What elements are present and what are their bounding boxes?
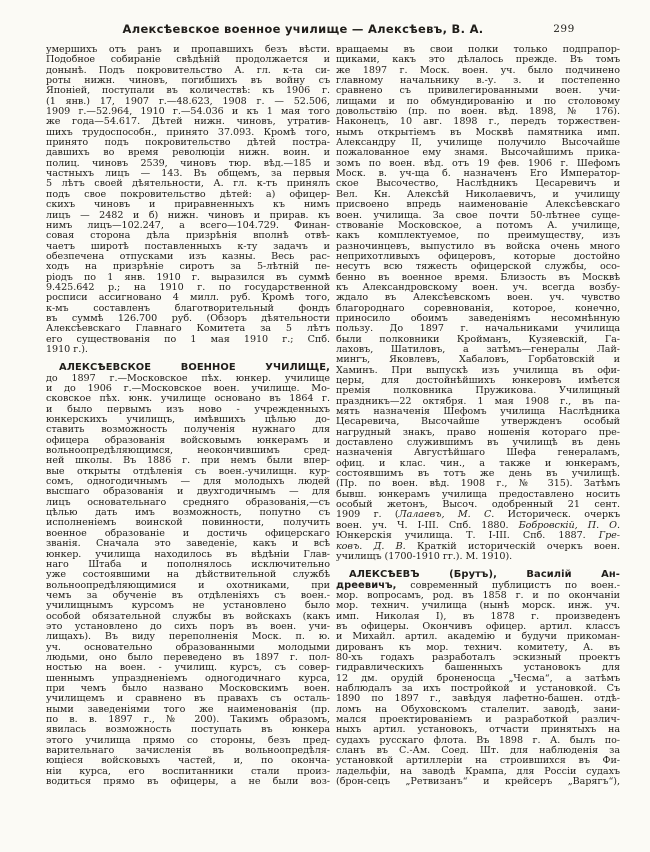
- body-text: вые открыты отдѣленія съ воен.-училищн. кур-: [46, 465, 330, 477]
- body-text: ностью на воен. - училищ. курсъ, съ совер-: [46, 662, 330, 674]
- body-text: воен. уч. Ч. I-III. Спб. 1880.: [336, 519, 519, 531]
- body-text: сланъ въ С.-Ам. Соед. Шт. для наблюденія за: [336, 745, 620, 757]
- body-text: юнкер. училища находилось въ вѣдѣніи Глав-: [46, 548, 330, 560]
- body-text: умершихъ отъ ранъ и пропавшихъ безъ вѣсти.: [46, 44, 330, 55]
- body-text: Лалаевъ, М. С.: [398, 509, 495, 521]
- body-text: особый жетонъ, Высоч. одобренный 21 сент.: [336, 499, 620, 511]
- body-text: же 1897 г. Моск. воен. уч. было подчинено: [336, 64, 620, 76]
- body-text: довольствію (пр. по воен. вѣд. 1898, № 176).: [336, 106, 620, 118]
- body-text: 1890 по 1897 г., завѣдуя лафетно-башен. отдѣ-: [336, 693, 620, 705]
- body-text: назначенія Августѣйшаго Шефа генераламъ,: [336, 447, 620, 459]
- body-text: донынѣ. Подъ покровительство А. гл. к-та си-: [46, 64, 330, 76]
- body-text: явилась возможность поступать въ юнкера: [46, 724, 330, 736]
- body-text: главному начальнику в.-у. з. и постепенно: [336, 75, 620, 87]
- body-text: военное образованіе и достичь офицерскаго: [46, 527, 330, 539]
- body-text: ствованіе Московское, а потомъ А. училище,: [336, 219, 620, 231]
- body-text: Гре-: [598, 530, 620, 542]
- body-text: въ офицеры. Окончивъ офицер. артил. классъ: [336, 620, 620, 632]
- body-text: зомъ по воен. вѣд. отъ 19 фев. 1906 г. Шефомъ: [336, 157, 620, 169]
- paragraph: [336, 45, 620, 562]
- body-text: ріодъ по 1 янв. 1910 г. выразился въ суммѣ: [46, 271, 330, 283]
- body-text: ломъ на Обуховскомъ сталелит. заводѣ, зани-: [336, 703, 620, 715]
- body-text: 80-хъ годахъ разработалъ эскизный проектъ: [336, 651, 620, 663]
- body-text: Японіей, поступали въ количествѣ: къ 1906 г.: [46, 85, 330, 97]
- body-text: (Пр. по воен. вѣд. 1908 г., № 315). Затѣмъ: [336, 478, 620, 490]
- body-text: мор. вопросамъ, род. въ 1858 г. и по окончаніи: [336, 589, 620, 601]
- body-text: и было первымъ изъ ново - учрежденныхъ: [46, 403, 330, 415]
- body-text: мять назначенія Шефомъ училища Наслѣдника: [336, 406, 620, 418]
- body-text: мор. технич. училища (нынѣ морск. инж. уч.: [336, 600, 620, 612]
- body-text: юнкерскихъ училищъ, имѣвшихъ цѣлью до-: [46, 414, 330, 426]
- body-text: званія. Сначала это заведеніе, какъ и всѣ: [46, 538, 330, 550]
- body-text: ніи курса, его воспитанники стали произ-: [46, 765, 330, 777]
- body-text: имп. Николая I), въ 1878 г. произведенъ: [336, 610, 620, 622]
- body-text: это установлено до сихъ поръ въ воен. учи-: [46, 620, 330, 632]
- column-left: [46, 45, 330, 787]
- body-text: 1909 г. (: [336, 509, 399, 521]
- body-text: при чемъ было названо Московскимъ воен.: [46, 682, 330, 694]
- body-text: пожалованное ему знамя. Высочайшимъ прика-: [336, 147, 620, 159]
- body-text: щиками, какъ это дѣлалось прежде. Въ томъ: [336, 54, 620, 66]
- body-text: Алексѣевскаго Главнаго Комитета за 5 лѣтъ: [46, 323, 330, 335]
- body-text: Бобровскій, П. О.: [518, 519, 620, 531]
- body-text: обезпечена отпусками изъ казны. Весь рас-: [46, 250, 330, 262]
- paragraph: [46, 45, 330, 355]
- paragraph: [336, 570, 620, 787]
- body-text: полиц. чиновъ 2539, чиновъ тюр. вѣд.—185 и: [46, 157, 330, 169]
- text-columns: [46, 45, 620, 787]
- running-header: [0, 0, 650, 40]
- body-text: дированъ къ мор. технич. комитету, А. въ: [336, 641, 620, 653]
- body-text: этого училища прямо со стороны, безъ пред-: [46, 734, 330, 746]
- body-text: до 1897 г.—Московское пѣх. юнкер. училище: [46, 372, 330, 384]
- body-text: скихъ чиновъ и приравненныхъ къ нимъ: [46, 199, 330, 211]
- body-text: Историческ. очеркъ: [494, 509, 620, 521]
- body-text: ней школы. Въ 1886 г. при немъ были впер-: [46, 455, 330, 467]
- body-text: росписи ассигновано 4 милл. руб. Кромѣ того,: [46, 292, 330, 304]
- body-text: высшаго образованія и двухгодичнымъ — для: [46, 486, 330, 498]
- body-text: бенно въ военное время. Близость въ Москвѣ: [336, 271, 620, 283]
- body-text: Юнкерскія училища. Т. I-III. Спб. 1887.: [336, 530, 599, 542]
- body-text: же года—54.617. Дѣтей нижн. чиновъ, утратив-: [46, 116, 330, 128]
- body-text: церы, для достойнѣйшихъ юнкеровъ имѣется: [336, 375, 620, 386]
- body-text: ющіеся войсковыхъ частей, и, по оконча-: [46, 755, 330, 767]
- body-text: присвоено впредь наименованіе Алексѣевскаго: [336, 199, 620, 211]
- body-text: Хаминъ. При выпускѣ изъ училища въ офи-: [336, 364, 620, 376]
- body-text: вращаемы въ свои полки только подпрапор-: [336, 44, 620, 55]
- body-text: современный публицистъ по воен.-: [396, 579, 620, 591]
- body-text: шихъ трудоспособн., принято 37.093. Кромѣ того,: [46, 126, 330, 138]
- body-text: гидравлическихъ башенныхъ установокъ для: [336, 662, 620, 674]
- body-text: Краткій историческій очеркъ воен.: [405, 540, 620, 552]
- body-text: принято подъ покровительство дѣтей постра-: [46, 137, 330, 149]
- body-text: к-мъ составленъ благотворительный фондъ: [46, 302, 330, 314]
- body-text: давшихъ во время революціи нижн. воин. и: [46, 147, 330, 159]
- body-text: вольноопредѣляющимися и охотниками, при: [46, 579, 330, 591]
- body-text: установкой артиллеріи на строившихся въ Фи-: [336, 755, 620, 767]
- body-text: офицера образованія войсковымъ юнкерамъ и: [46, 434, 330, 446]
- body-text: особой обязательной службы въ войскахъ (какъ: [46, 610, 330, 622]
- body-text: бывш. юнкерамъ училища предоставлено носить: [336, 488, 620, 500]
- body-text: лицъ основательнаго средняго образованія,—съ: [46, 496, 330, 508]
- body-text: 12 дм. орудій броненосца „Чесма“, а затѣмъ: [336, 672, 620, 684]
- body-text: несутъ всю тяжесть офицерской службы, осо-: [336, 261, 620, 273]
- body-text: чемъ за обученіе въ отдѣленіяхъ съ воен.-: [46, 589, 330, 601]
- body-text: офиц. и клас. чин., а также и юнкерамъ,: [336, 457, 620, 469]
- running-header-title: Алексѣевское военное училище — Алексѣевъ, В. А.: [122, 22, 484, 36]
- body-text: и Михайл. артил. академію и будучи прикоман-: [336, 631, 620, 643]
- body-text: ское Высочество, Наслѣдникъ Цесаревичъ и: [336, 178, 620, 190]
- body-text: доставлено служившимъ въ училищѣ въ день: [336, 437, 620, 449]
- text-line: [46, 335, 330, 345]
- body-text: Наконецъ, 10 авг. 1898 г., передъ торжествен-: [336, 116, 620, 128]
- body-text: лаховъ, Шатиловъ, а затѣмъ—генералы Лай-: [336, 343, 620, 355]
- body-text: 1909 г.—52.964, 1910 г.—54.036 и къ 1 мая того: [46, 106, 330, 118]
- body-text: ходъ на призрѣніе сиротъ за 5-лѣтній пе-: [46, 261, 330, 273]
- body-text: неприхотливыхъ офицеровъ, которые достойно: [336, 250, 620, 262]
- body-text: Подобное собираніе свѣдѣній продолжается и: [46, 54, 330, 66]
- body-text: Вел. Кн. Алексѣй Николаевичъ, и училищу: [336, 188, 620, 200]
- body-text: какъ комплектуемое, по преимуществу, изъ: [336, 230, 620, 242]
- body-text: шеннымъ упраздненіемъ одногодичнаго курса,: [46, 672, 330, 684]
- body-text: Александру II, училище получило Высочайше: [336, 137, 620, 149]
- body-text: частныхъ лицъ — 143. Въ общемъ, за первыя: [46, 168, 330, 180]
- body-text: къ Александровскому воен. уч. всегда возбу-: [336, 281, 620, 293]
- body-text: ковъ. Д. В.: [336, 540, 406, 552]
- body-text: Цесаревича, Высочайше утвержденъ особый: [336, 416, 620, 428]
- body-text: училищъ (1700-1910 гг.). М. 1910).: [336, 550, 513, 562]
- body-text: вольноопредѣляющимся, неокончившимъ сред-: [46, 445, 330, 457]
- body-text: ныхъ артил. установокъ, отчасти принятыхъ на: [336, 724, 620, 736]
- body-text: воен. училища. За свое почти 50-лѣтнее суще-: [336, 209, 620, 221]
- body-text: уч. основательно образованными молодыми: [46, 641, 330, 653]
- headword-text: АЛЕКСѢЕВСКОЕ ВОЕННОЕ УЧИЛИЩЕ,: [59, 362, 330, 374]
- body-text: училищемъ и сравнено въ правахъ съ осталь-: [46, 693, 330, 705]
- body-text: 9.425.642 р.; на 1910 г. по государственной: [46, 281, 330, 293]
- body-text: судахъ русскаго флота. Въ 1898 г. А. былъ по-: [336, 734, 620, 746]
- body-text: приносило обоимъ заведеніямъ несомнѣнную: [336, 312, 620, 324]
- body-text: людьми, оно было переведено въ 1897 г. пол-: [46, 651, 330, 663]
- body-text: (1 янв.) 17, 1907 г.—48.623, 1908 г. — 52.506,: [46, 95, 330, 107]
- body-text: по в. в. 1897 г., № 200). Такимъ образомъ,: [46, 714, 330, 725]
- text-line: [336, 552, 620, 562]
- body-text: праздникъ—22 октября. 1 мая 1908 г., въ па-: [336, 395, 620, 407]
- text-line: [46, 777, 330, 787]
- body-text: училищнымъ курсомъ не установлено было: [46, 600, 330, 612]
- body-text: лицъ — 2482 и б) нижн. чиновъ и прирав. къ: [46, 209, 330, 221]
- body-text: нагрудный знакъ, право ношенія котораго пре-: [336, 426, 620, 438]
- body-text: ными заведеніями того же наименованія (пр.: [46, 703, 330, 715]
- body-text: сковское пѣх. юнк. училище основано въ 1864 г.: [46, 393, 330, 405]
- body-text: чаетъ широтѣ поставленныхъ к-ту задачъ и: [46, 240, 330, 252]
- body-text: 1910 г.).: [46, 343, 88, 355]
- body-text: ставить возможность полученія нужнаго для: [46, 424, 330, 436]
- text-line: [336, 777, 620, 787]
- body-text: разночинцевъ, выпустило въ войска очень много: [336, 240, 620, 252]
- body-text: мингъ, Яковлевъ, Хабаловъ, Горбатовскій и: [336, 354, 620, 366]
- body-text: ладельфіи, на заводѣ Крампа, для Россіи судахъ: [336, 765, 620, 777]
- page-number: 299: [553, 23, 575, 35]
- body-text: благороднаго соревнованія, которое, конечно,: [336, 302, 620, 314]
- body-text: наблюдалъ за ихъ постройкой и установкой. Съ: [336, 682, 620, 694]
- body-text: его существованія по 1 мая 1910 г.; Спб.: [46, 333, 330, 345]
- text-line: [46, 345, 330, 355]
- body-text: мался проектированіемъ и разработкой различ-: [336, 714, 620, 725]
- body-text: лищами и по обмундированію и по столовому: [336, 95, 620, 107]
- body-text: нимъ лицъ—102.247, а всего—104.729. Финан-: [46, 219, 330, 231]
- body-text: цѣлью дать имъ возможность, попутно съ: [46, 507, 330, 519]
- body-text: наго Штаба и пополнялось исключительно: [46, 558, 330, 570]
- body-text: 5 лѣтъ своей дѣятельности, А. гл. к-тъ принялъ: [46, 178, 330, 190]
- paragraph: [46, 363, 330, 787]
- body-text: сомъ, одногодичнымъ — для молодыхъ людей: [46, 476, 330, 488]
- body-text: варительнаго зачисленія въ вольноопредѣля-: [46, 745, 330, 757]
- body-text: водиться прямо въ офицеры, а не были воз-: [46, 776, 330, 788]
- body-text: исполненіемъ воинской повинности, получить: [46, 517, 330, 529]
- body-text: нымъ открытіемъ въ Москвѣ памятника имп.: [336, 126, 620, 138]
- body-text: состоявшимъ въ тотъ же день въ училищѣ.: [336, 468, 620, 480]
- body-text: въ суммѣ 126.700 руб. (Обзоръ дѣятельности: [46, 312, 330, 324]
- body-text: премія полковника Пружикова. Училищный: [336, 385, 620, 397]
- column-right: [336, 45, 620, 787]
- body-text: роты нижн. чиновъ, погибшихъ въ войну съ: [46, 75, 330, 87]
- headword-text: дреевичъ,: [336, 579, 397, 591]
- body-text: уже состоявшими на дѣйствительной службѣ: [46, 569, 330, 581]
- body-text: подъ свое покровительство дѣтей: а) офицер-: [46, 188, 330, 200]
- body-text: и до 1906 г.—Московское воен. училище. Мо-: [46, 383, 330, 394]
- body-text: совая сторона дѣла призрѣнія вполнѣ отвѣ-: [46, 230, 330, 242]
- body-text: Моск. в. уч-ща б. назначенъ Его Император-: [336, 168, 620, 180]
- body-text: пользу. До 1897 г. начальниками училища: [336, 323, 620, 335]
- body-text: (брон-сецъ „Ретвизанъ“ и крейсеръ „Варягъ“),: [336, 776, 620, 788]
- headword-text: АЛЕКСѢЕВЪ (Брутъ), Василій Ан-: [349, 569, 620, 581]
- body-text: были полковники Кройманъ, Кузяевскій, Га-: [336, 333, 620, 345]
- body-text: лищахъ). Въ виду переполненія Моск. п. ю.: [46, 631, 330, 643]
- body-text: сравнено съ привилегированными воен. учи-: [336, 85, 620, 97]
- body-text: ждало въ Алексѣевскомъ воен. уч. чувство: [336, 292, 620, 304]
